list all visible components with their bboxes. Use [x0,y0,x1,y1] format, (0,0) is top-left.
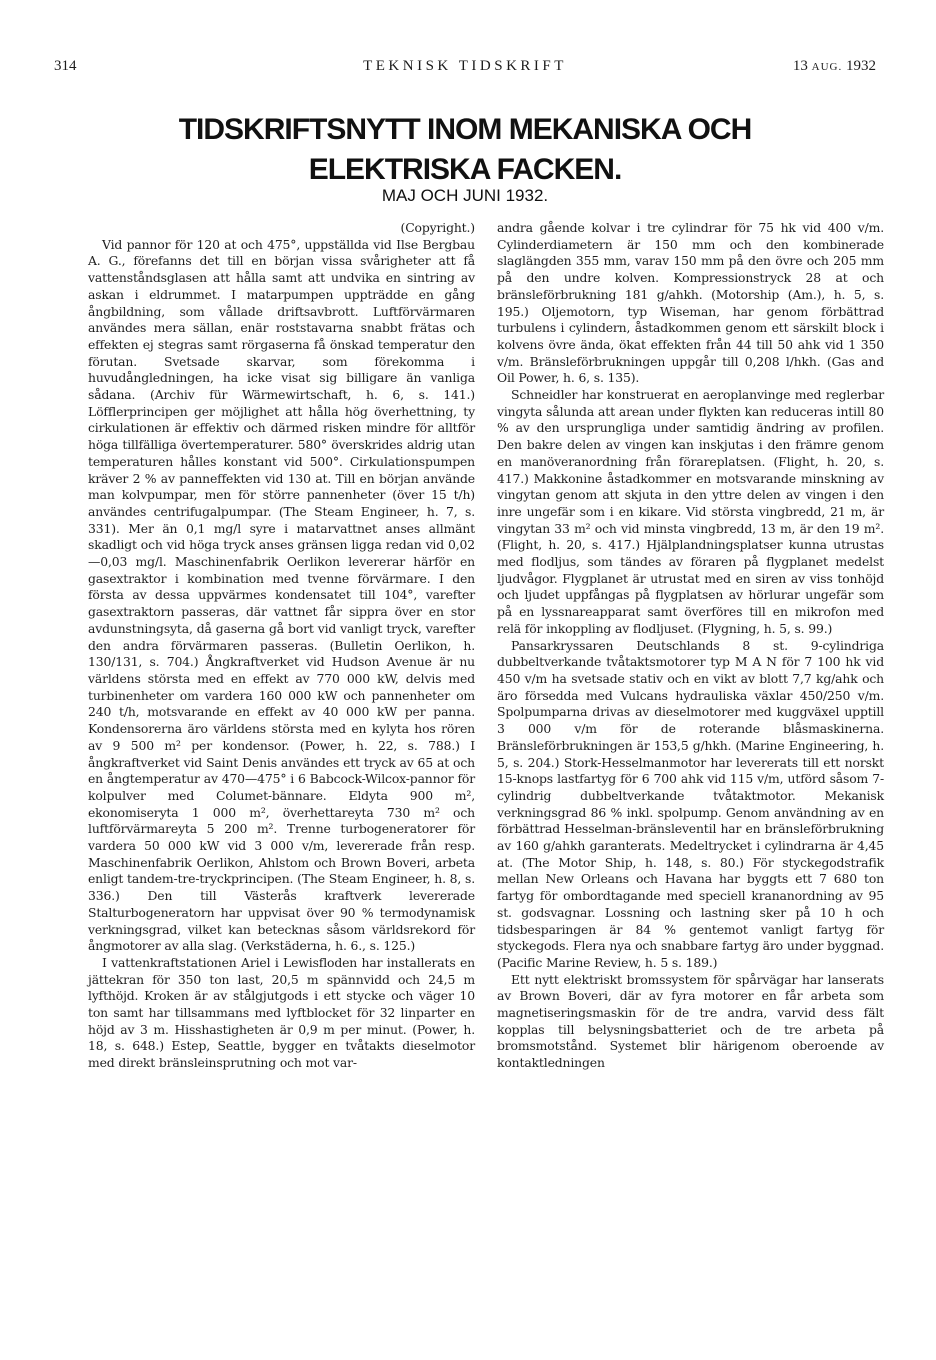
left-column [88,220,475,1072]
journal-title: TEKNISK TIDSKRIFT [363,58,567,74]
paragraph: Pansarkryssaren Deutschlands 8 st. 9-cylindriga dubbeltverkande tvåtaktsmotorer typ M A N för 7 100 hk vid 450 v/m ha svetsade stativ och en vikt av blott 7,7 kg/ahk och äro försedda med Vulcans hydrauliska växlar 450/250 v/m. Spolpumparna drivas av dieselmotorer med kuggväxel upptill 3 000 v/m för de roterande blåsmaskinerna. Bränsleförbrukningen är 153,5 g/hkh. (Marine Engineering, h. 5, s. 204.) Stork-Hesselmanmotor har levererats till ett norskt 15-knops lastfartyg för 6 700 ahk vid 115 v/m, utförd såsom 7-cylindrig dubbeltverkande tvåtaktmotor. Mekanisk verkningsgrad 86 % inkl. spolpump. Genom användning av en förbättrad Hesselman-bränsleventil har en bränsleförbrukning av 160 g/ahkh garanterats. Medeltrycket i cylindrarna är 4,45 at. (The Motor Ship, h. 148, s. 80.) För styckegodstrafik mellan New Orleans och Havana har byggts ett 7 680 ton fartyg för ombordtagande med speciell krananordning av 95 st. godsvagnar. Lossning och lastning sker på 10 h och tidsbesparingen är 84 % gentemot vanligt fartyg för styckegods. Flera nya och snabbare fartyg äro under byggnad. (Pacific Marine Review, h. 5 s. 189.) [497,637,884,970]
paragraph: Vid pannor för 120 at och 475°, uppställda vid Ilse Bergbau A. G., förefanns det till en början vissa svårigheter att få vattenståndsglasen att hålla samt att undvika en sintring av askan i eldrummet. I matarpumpen uppträdde en gång ångbildning, som vållade driftsavbrott. Luftförvärmaren användes mera sällan, enär roststavarna snabbt frätas och effekten ej stegras samt rörgaserna få önskad temperatur den förutan. Svetsade skarvar, som förekomma i huvudångledningen, ha icke visat sig billigare än vanliga sådana. (Archiv für Wärmewirtschaft, h. 6, s. 141.) Löfflerprincipen ger möjlighet att hålla hög överhettning, ty cirkulationen är effektiv och därmed risken mindre för alltför höga tillfälliga övertemperaturer. 580° överskrides aldrig utan temperaturen hålles konstant vid 500°. Cirkulationspumpen kräver 2 % av panneffekten vid 130 at. Till en början använde man kolvpumpar, men för större pannenheter (över 15 t/h) användes centrifugalpumpar. (The Steam Engineer, h. 7, s. 331). Mer än 0,1 mg/l syre i matarvattnet anses allmänt skadligt och vid höga tryck anses gränsen ligga redan vid 0,02—0,03 mg/l. Maschinenfabrik Oerlikon levererar härför en gasextraktor i kombination med tvenne förvärmare. I den första av dessa uppvärmes kondensatet till 104°, varefter gasextraktorn passeras, där vattnet får sippra över en stor avdunstningsyta, då gaserna gå bort vid vanligt tryck, varefter den andra förvärmaren passeras. (Bulletin Oerlikon, h. 130/131, s. 704.) Ångkraftverket vid Hudson Avenue är nu världens största med en effekt av 770 000 kW, delvis med turbinenheter om vardera 160 000 kW och pannenheter om 240 t/h, motsvarande en effekt av 40 000 kW per panna. Kondensorerna äro världens största med en kylyta hos rören av 9 500 m² per kondensor. (Power, h. 22, s. 788.) I ångkraftverket vid Saint Denis användes ett tryck av 65 at och en ångtemperatur av 470—475° i 6 Babcock-Wilcox-pannor för kolpulver med Columet-bännare. Eldyta 900 m², ekonomiseryta 1 000 m², överhettareyta 730 m² och luftförvärmareyta 5 200 m². Trenne turbogeneratorer för vardera 50 000 kW vid 3 000 v/m, levererade från resp. Maschinenfabrik Oerlikon, Ahlstom och Brown Boveri, arbeta enligt tandem-tre-tryckprincipen. (The Steam Engineer, h. 8, s. 336.) Den till Västerås kraftverk levererade Stalturbogeneratorn har uppvisat över 90 % termodynamisk verkningsgrad, vilket kan betecknas såsom världsrekord för ångmotorer av alla slag. (Verkstäderna, h. 6., s. 125.) [88,236,475,954]
page-header [54,58,876,80]
issue-date-month: AUG. [811,61,843,73]
issue-date-day: 13 [792,58,808,74]
article-title-line-2: ELEKTRISKA FACKEN. [308,153,622,186]
article-title [54,110,876,190]
issue-date-year: 1932 [846,58,876,74]
page-number: 314 [54,58,77,74]
paragraph: Ett nytt elektriskt bromssystem för spårvägar har lanserats av Brown Boveri, där av fyra motorer en får arbeta som magnetiseringsmaskin för de tre andra, varvid dess fält kopplas till belysningsbatteriet och de tre arbeta på bromsmotstånd. Systemet blir härigenom oberoende av kontaktledningen [497,971,884,1071]
paragraph: Schneidler har konstruerat en aeroplanvinge med reglerbar vingyta sålunda att arean under flykten kan reduceras intill 80 % av den ursprungliga under samtidig ändring av profilen. Den bakre delen av vingen kan inskjutas i den främre genom en manöveranordning från förareplatsen. (Flight, h. 20, s. 417.) Makkonine åstadkommer en motsvarande minskning av vingytan genom att skjuta in den yttre delen av vingen i den inre ungefär som i en kikare. Vid största vingbredd, 21 m, är vingytan 33 m² och vid minsta vingbredd, 13 m, är den 19 m². (Flight, h. 20, s. 417.) Hjälplandningsplatser kunna utrustas med flodljus, som tändes av föraren på flygplanet medelst ljudvågor. Flygplanet är utrustat med en siren av viss tonhöjd och ljudet uppfångas på flygplatsen av hörlurar ungefär som på en lyssnareapparat samt överföres till en mikrofon med relä för inkoppling av flodljuset. (Flygning, h. 5, s. 99.) [497,387,884,636]
paragraph: andra gående kolvar i tre cylindrar för 75 hk vid 400 v/m. Cylinderdiametern är 150 mm och den kombinerade slaglängden 355 mm, varav 150 mm på den övre och 205 mm på den undre kolven. Kompressionstryck 28 at och bränsleförbrukning 181 g/ahkh. (Motorship (Am.), h. 5, s. 195.) Oljemotorn, typ Wiseman, har genom förbättrad turbulens i cylindern, åstadkommen genom ett särskilt block i kolvens övre ända, ökat effekten från 44 till 50 ahk vid 1 350 v/m. Bränsleförbrukningen uppgår till 0,208 l/hkh. (Gas and Oil Power, h. 6, s. 135). [497,220,884,386]
copyright-note: (Copyright.) [400,220,475,235]
issue-date [793,58,876,75]
paragraph: I vattenkraftstationen Ariel i Lewisfloden har installerats en jättekran för 350 ton last, 20,5 m spännvidd och 24,5 m lyfthöjd. Kroken är av stålgjutgods i ett stycke och väger 10 ton samt har tillsammans med lyftblocket för 32 linparter en höjd av 3 m. Hisshastigheten är 0,9 m per minut. (Power, h. 18, s. 648.) Estep, Seattle, bygger en tvåtakts dieselmotor med direkt bränsleinsprutning och mot var- [88,954,475,1071]
right-column [497,220,884,1072]
article-title-line-1: TIDSKRIFTSNYTT INOM MEKANISKA OCH [178,113,752,146]
article-subtitle: MAJ OCH JUNI 1932. [381,186,549,205]
